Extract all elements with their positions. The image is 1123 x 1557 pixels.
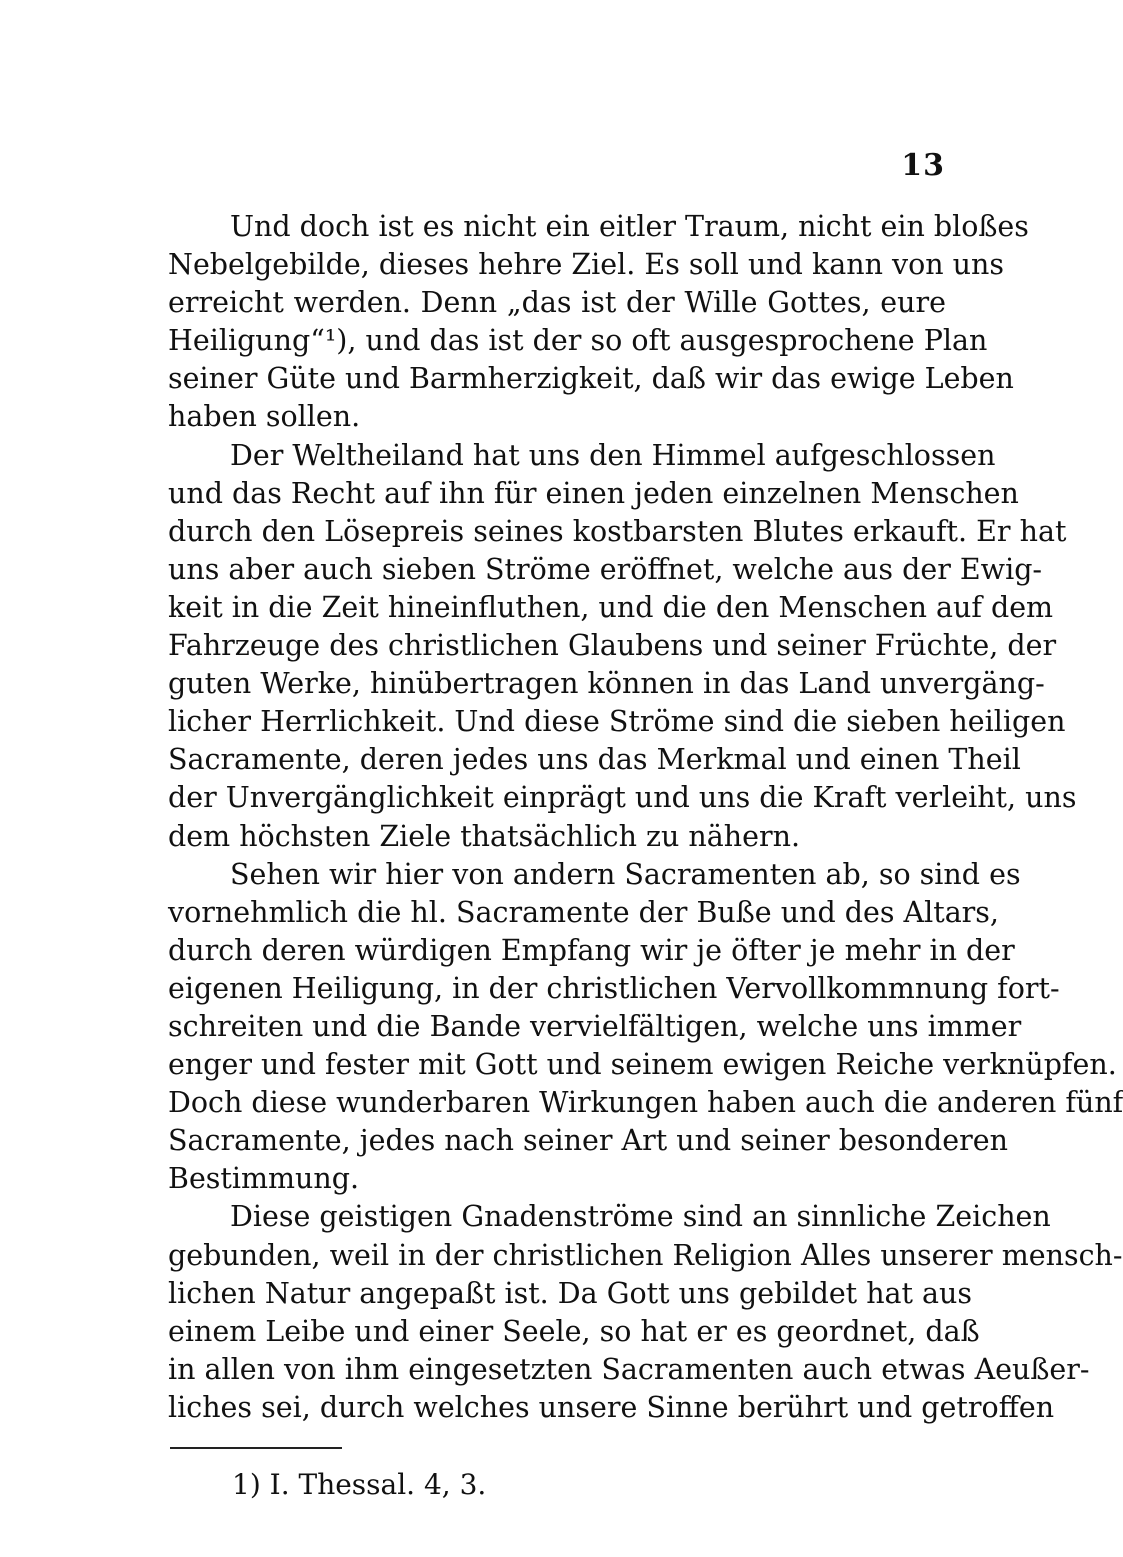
text-line: Diese geistigen Gnadenströme sind an sinnliche Zeichen (230, 1200, 1051, 1234)
text-line: gebunden, weil in der christlichen Religion Alles unserer mensch- (168, 1238, 1123, 1272)
text-line: Bestimmung. (168, 1162, 360, 1196)
text-line: schreiten und die Bande vervielfältigen, welche uns immer (168, 1009, 1022, 1043)
text-line: Sacramente, deren jedes uns das Merkmal und einen Theil (168, 743, 1021, 777)
text-line: Fahrzeuge des christlichen Glaubens und seiner Früchte, der (168, 629, 1057, 663)
text-line: durch den Lösepreis seines kostbarsten Blutes erkauft. Er hat (168, 514, 1067, 548)
paragraph-1 (168, 208, 1029, 437)
text-line: einem Leibe und einer Seele, so hat er es geordnet, daß (168, 1314, 980, 1348)
text-line: licher Herrlichkeit. Und diese Ströme sind die sieben heiligen (168, 705, 1066, 739)
text-line: guten Werke, hinübertragen können in das Land unvergäng- (168, 667, 1045, 701)
text-line: seiner Güte und Barmherzigkeit, daß wir das ewige Leben (168, 362, 1014, 396)
footnote-marker: 1) (232, 1468, 261, 1501)
paragraph-4 (168, 1198, 1123, 1427)
footnote (232, 1468, 486, 1502)
footnote-text: I. Thessal. 4, 3. (269, 1468, 487, 1501)
text-line: haben sollen. (168, 400, 361, 434)
text-line: uns aber auch sieben Ströme eröffnet, welche aus der Ewig- (168, 552, 1043, 586)
text-line: dem höchsten Ziele thatsächlich zu nähern. (168, 819, 801, 853)
text-line: Nebelgebilde, dieses hehre Ziel. Es soll und kann von uns (168, 248, 1005, 282)
text-line: liches sei, durch welches unsere Sinne berührt und getroffen (168, 1390, 1055, 1424)
text-line: erreicht werden. Denn „das ist der Wille Gottes, eure (168, 286, 946, 320)
text-line: Heiligung“¹), und das ist der so oft ausgesprochene Plan (168, 324, 988, 358)
text-line: eigenen Heiligung, in der christlichen Vervollkommnung fort- (168, 971, 1060, 1005)
text-line: vornehmlich die hl. Sacramente der Buße und des Altars, (168, 895, 999, 929)
text-line: Sacramente, jedes nach seiner Art und seiner besonderen (168, 1124, 1008, 1158)
text-line: in allen von ihm eingesetzten Sacramenten auch etwas Aeußer- (168, 1352, 1090, 1386)
page-number: 13 (901, 148, 945, 183)
paragraph-3 (168, 856, 1123, 1199)
text-line: Und doch ist es nicht ein eitler Traum, nicht ein bloßes (230, 210, 1029, 243)
text-line: Doch diese wunderbaren Wirkungen haben auch die anderen fünf (168, 1086, 1123, 1120)
text-line: enger und fester mit Gott und seinem ewigen Reiche verknüpfen. (168, 1048, 1117, 1082)
text-line: lichen Natur angepaßt ist. Da Gott uns gebildet hat aus (168, 1276, 973, 1310)
text-line: Der Weltheiland hat uns den Himmel aufgeschlossen (230, 438, 996, 472)
body-text (168, 208, 1123, 1427)
text-line: der Unvergänglichkeit einprägt und uns die Kraft verleiht, uns (168, 781, 1077, 815)
text-line: und das Recht auf ihn für einen jeden einzelnen Menschen (168, 476, 1019, 510)
text-line: durch deren würdigen Empfang wir je öfter je mehr in der (168, 933, 1015, 967)
footnote-divider (170, 1447, 342, 1449)
text-line: keit in die Zeit hineinfluthen, und die den Menschen auf dem (168, 590, 1054, 624)
text-line: Sehen wir hier von andern Sacramenten ab, so sind es (230, 857, 1021, 891)
paragraph-2 (168, 437, 1077, 856)
